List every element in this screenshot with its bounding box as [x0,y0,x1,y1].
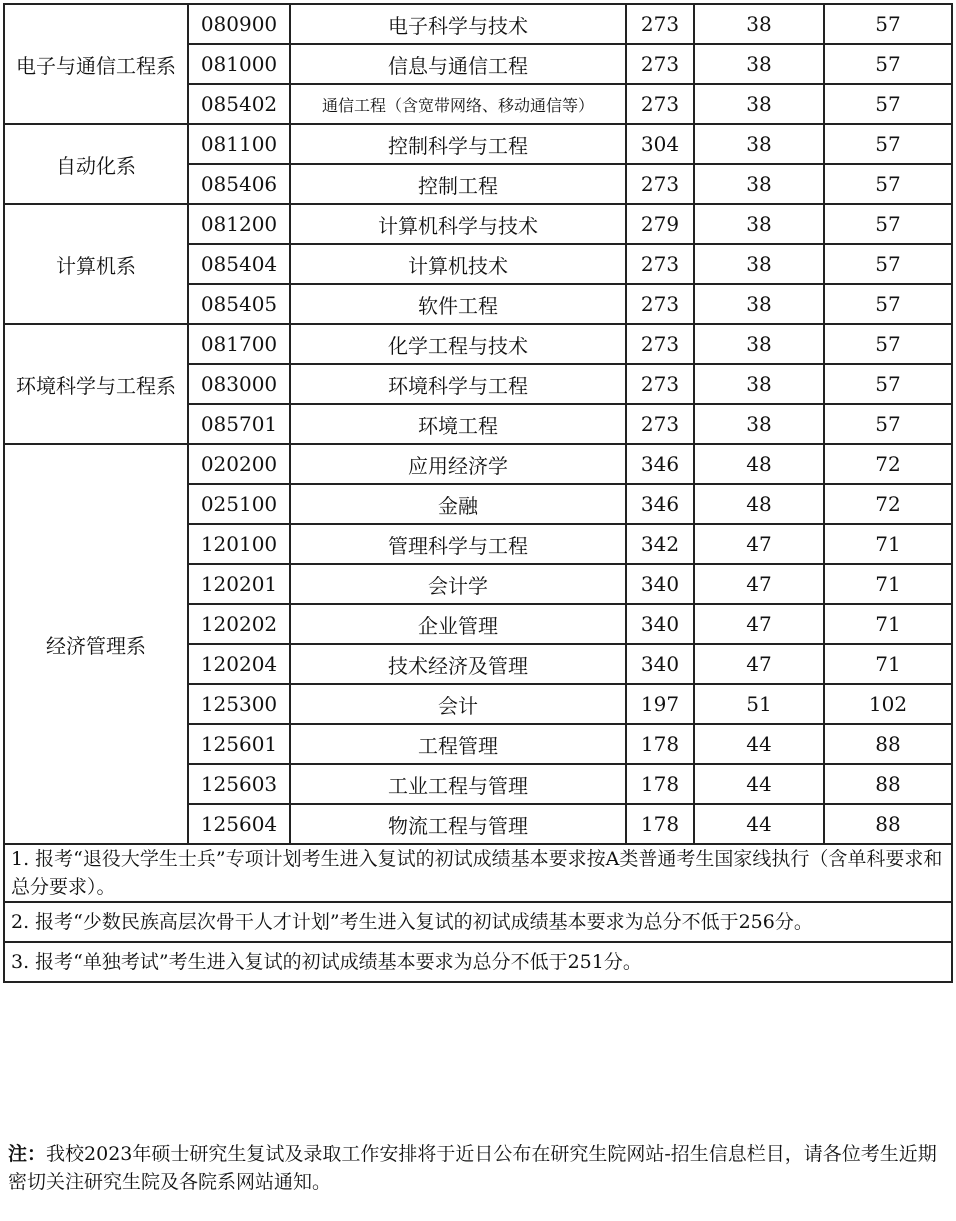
major-code-cell: 120202 [188,604,290,644]
single-subject-100-cell: 48 [694,484,824,524]
major-name-cell: 环境科学与工程 [290,364,626,404]
major-code-cell: 081200 [188,204,290,244]
single-subject-100-cell: 38 [694,204,824,244]
single-subject-100-cell: 48 [694,444,824,484]
major-name-cell: 工程管理 [290,724,626,764]
total-score-cell: 340 [626,644,694,684]
department-cell: 经济管理系 [4,444,188,844]
total-score-cell: 178 [626,724,694,764]
major-name-cell: 软件工程 [290,284,626,324]
single-subject-100-cell: 38 [694,364,824,404]
note-row [4,942,952,982]
table-row [4,4,952,44]
single-subject-150-cell: 57 [824,164,952,204]
department-cell: 计算机系 [4,204,188,324]
single-subject-150-cell: 72 [824,444,952,484]
single-subject-100-cell: 47 [694,644,824,684]
single-subject-150-cell: 88 [824,724,952,764]
single-subject-150-cell: 57 [824,404,952,444]
major-name-cell: 会计 [290,684,626,724]
total-score-cell: 273 [626,44,694,84]
total-score-cell: 273 [626,324,694,364]
single-subject-100-cell: 44 [694,804,824,844]
major-code-cell: 081100 [188,124,290,164]
total-score-cell: 273 [626,4,694,44]
single-subject-100-cell: 51 [694,684,824,724]
major-name-cell: 化学工程与技术 [290,324,626,364]
single-subject-150-cell: 57 [824,244,952,284]
single-subject-150-cell: 72 [824,484,952,524]
footer-note [8,1140,948,1196]
total-score-cell: 197 [626,684,694,724]
single-subject-150-cell: 71 [824,644,952,684]
footer-note-text: 我校2023年硕士研究生复试及录取工作安排将于近日公布在研究生院网站-招生信息栏目，请各位考生近期密切关注研究生院及各院系网站通知。 [8,1143,937,1193]
score-table-body [4,4,952,982]
single-subject-150-cell: 57 [824,84,952,124]
major-name-cell: 计算机科学与技术 [290,204,626,244]
note-text: 1. 报考“退役大学生士兵”专项计划考生进入复试的初试成绩基本要求按A类普通考生国家线执行（含单科要求和总分要求）。 [4,844,952,902]
single-subject-100-cell: 47 [694,604,824,644]
single-subject-150-cell: 57 [824,44,952,84]
major-code-cell: 085404 [188,244,290,284]
major-code-cell: 085406 [188,164,290,204]
major-code-cell: 125604 [188,804,290,844]
table-row [4,444,952,484]
note-row [4,902,952,942]
single-subject-100-cell: 44 [694,724,824,764]
major-code-cell: 080900 [188,4,290,44]
major-name-cell: 金融 [290,484,626,524]
single-subject-100-cell: 38 [694,324,824,364]
major-name-cell: 电子科学与技术 [290,4,626,44]
table-row [4,324,952,364]
single-subject-150-cell: 57 [824,124,952,164]
single-subject-150-cell: 71 [824,604,952,644]
single-subject-150-cell: 57 [824,204,952,244]
single-subject-100-cell: 38 [694,404,824,444]
department-cell: 电子与通信工程系 [4,4,188,124]
total-score-cell: 273 [626,364,694,404]
total-score-cell: 273 [626,284,694,324]
total-score-cell: 178 [626,764,694,804]
major-name-cell: 工业工程与管理 [290,764,626,804]
major-name-cell: 控制科学与工程 [290,124,626,164]
major-name-cell: 应用经济学 [290,444,626,484]
major-name-cell: 管理科学与工程 [290,524,626,564]
total-score-cell: 178 [626,804,694,844]
single-subject-100-cell: 38 [694,284,824,324]
single-subject-150-cell: 102 [824,684,952,724]
major-code-cell: 085402 [188,84,290,124]
major-name-cell: 会计学 [290,564,626,604]
single-subject-100-cell: 38 [694,164,824,204]
major-name-cell: 技术经济及管理 [290,644,626,684]
major-code-cell: 120204 [188,644,290,684]
single-subject-100-cell: 38 [694,44,824,84]
major-code-cell: 125601 [188,724,290,764]
major-code-cell: 083000 [188,364,290,404]
single-subject-150-cell: 71 [824,524,952,564]
table-row [4,124,952,164]
major-name-cell: 企业管理 [290,604,626,644]
major-code-cell: 120100 [188,524,290,564]
score-table [3,3,953,983]
single-subject-100-cell: 38 [694,84,824,124]
single-subject-100-cell: 47 [694,524,824,564]
total-score-cell: 340 [626,564,694,604]
note-text: 2. 报考“少数民族高层次骨干人才计划”考生进入复试的初试成绩基本要求为总分不低于256分。 [4,902,952,942]
major-name-cell: 环境工程 [290,404,626,444]
total-score-cell: 346 [626,444,694,484]
total-score-cell: 273 [626,244,694,284]
single-subject-150-cell: 71 [824,564,952,604]
major-code-cell: 081000 [188,44,290,84]
major-code-cell: 125300 [188,684,290,724]
department-cell: 自动化系 [4,124,188,204]
major-name-cell: 控制工程 [290,164,626,204]
single-subject-150-cell: 57 [824,4,952,44]
single-subject-100-cell: 38 [694,4,824,44]
single-subject-150-cell: 57 [824,324,952,364]
total-score-cell: 279 [626,204,694,244]
department-cell: 环境科学与工程系 [4,324,188,444]
footer-note-label: 注： [8,1143,47,1165]
total-score-cell: 342 [626,524,694,564]
single-subject-100-cell: 47 [694,564,824,604]
note-row [4,844,952,902]
total-score-cell: 346 [626,484,694,524]
major-name-cell: 物流工程与管理 [290,804,626,844]
single-subject-150-cell: 88 [824,764,952,804]
single-subject-100-cell: 38 [694,124,824,164]
major-name-cell: 信息与通信工程 [290,44,626,84]
single-subject-150-cell: 57 [824,284,952,324]
total-score-cell: 340 [626,604,694,644]
major-code-cell: 085405 [188,284,290,324]
single-subject-150-cell: 57 [824,364,952,404]
single-subject-100-cell: 44 [694,764,824,804]
total-score-cell: 304 [626,124,694,164]
major-name-cell: 通信工程（含宽带网络、移动通信等） [290,84,626,124]
single-subject-100-cell: 38 [694,244,824,284]
major-code-cell: 020200 [188,444,290,484]
note-text: 3. 报考“单独考试”考生进入复试的初试成绩基本要求为总分不低于251分。 [4,942,952,982]
major-name-cell: 计算机技术 [290,244,626,284]
major-code-cell: 025100 [188,484,290,524]
major-code-cell: 085701 [188,404,290,444]
table-row [4,204,952,244]
total-score-cell: 273 [626,84,694,124]
major-code-cell: 081700 [188,324,290,364]
major-code-cell: 125603 [188,764,290,804]
total-score-cell: 273 [626,164,694,204]
single-subject-150-cell: 88 [824,804,952,844]
major-code-cell: 120201 [188,564,290,604]
total-score-cell: 273 [626,404,694,444]
